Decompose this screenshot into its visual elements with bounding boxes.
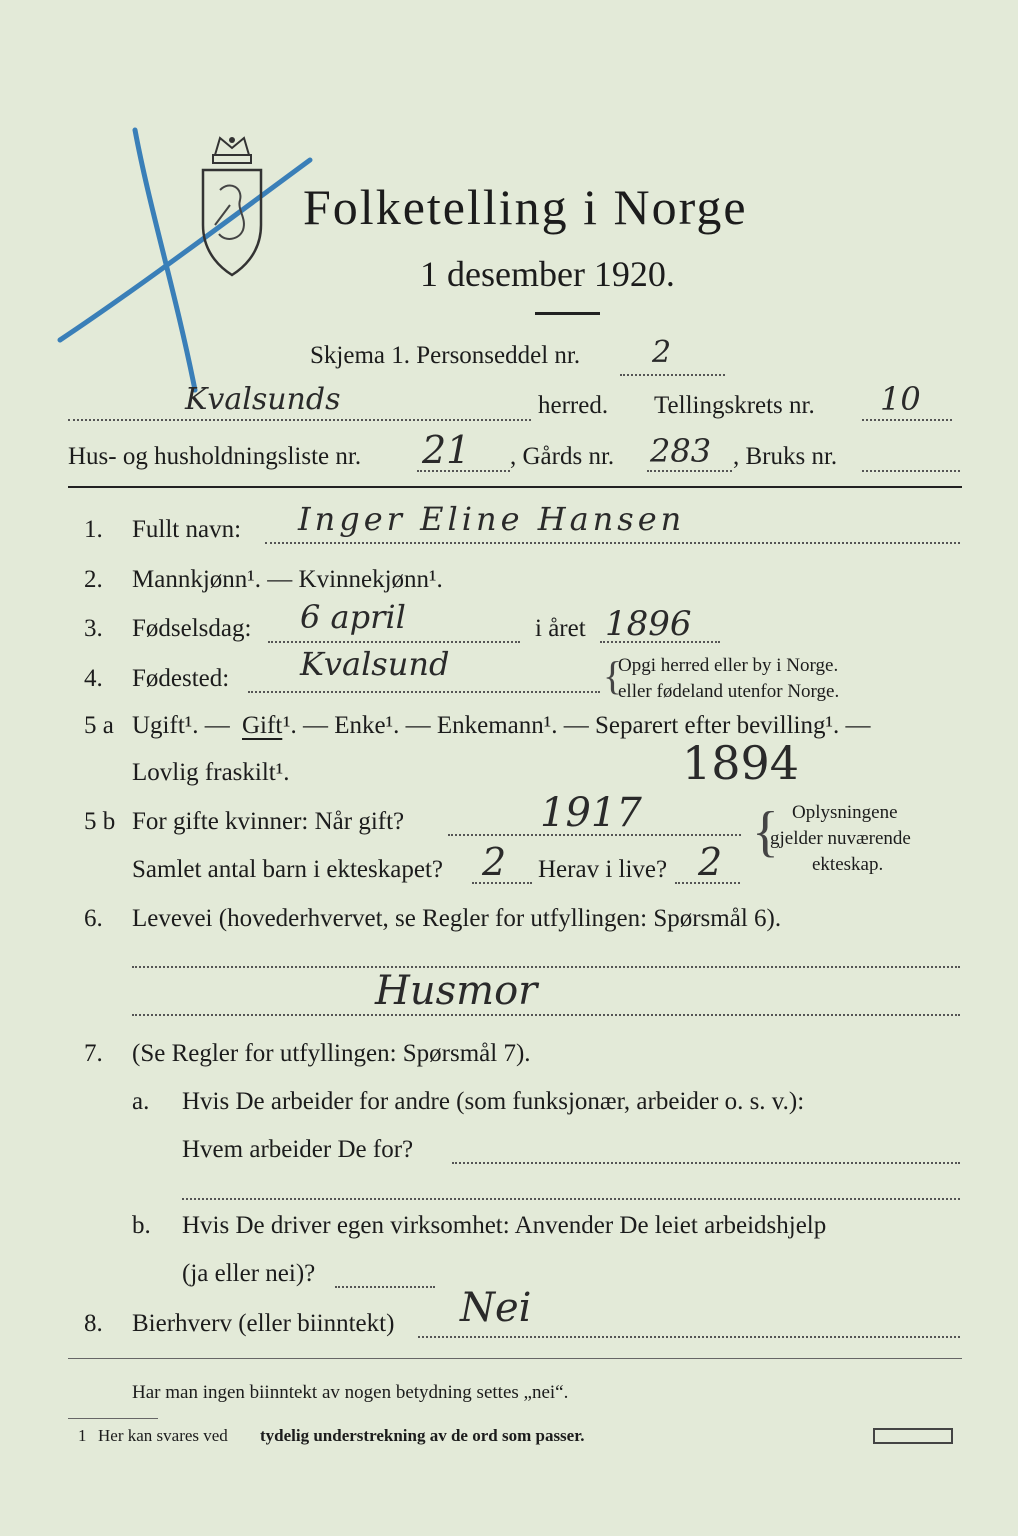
q5b-number: 5 b [84, 808, 116, 835]
herred-value: Kvalsunds [185, 382, 341, 417]
herred-label: herred. [538, 392, 609, 419]
form-title: Folketelling i Norge [303, 179, 748, 235]
q1-line [265, 542, 960, 544]
q3-number: 3. [84, 615, 103, 642]
footnote-bold-text: tydelig understrekning av de ord som passer. [260, 1426, 585, 1445]
q5b-live-value: 2 [698, 840, 723, 884]
gards-label: , Gårds nr. [510, 443, 615, 470]
q3-line [268, 641, 520, 643]
q3-year-value: 1896 [605, 604, 692, 644]
q6-line-2 [132, 1014, 960, 1016]
hus-value: 21 [422, 428, 471, 472]
footnote-text: Her kan svares ved [98, 1426, 228, 1445]
tellingskrets-label: Tellingskrets nr. [654, 392, 815, 419]
q8-label: Bierhverv (eller biinntekt) [132, 1310, 395, 1337]
q5b-barn-label: Samlet antal barn i ekteskapet? [132, 856, 443, 883]
q3-year-label: i året [535, 615, 586, 642]
coat-of-arms-icon [185, 130, 280, 280]
section-divider [68, 486, 962, 488]
q5b-label: For gifte kvinner: Når gift? [132, 808, 405, 835]
q3-value: 6 april [300, 598, 406, 636]
q7b-label: Hvis De driver egen virksomhet: Anvender De leiet arbeidshjelp [182, 1212, 827, 1239]
footer-note: Har man ingen biinntekt av nogen betydning settes „nei“. [132, 1382, 569, 1403]
herred-line [68, 419, 531, 421]
q5b-note-3: ekteskap. [812, 854, 884, 875]
q7-number: 7. [84, 1040, 103, 1067]
q7a-line-1 [452, 1162, 960, 1164]
schema-number-value: 2 [652, 335, 672, 370]
q5a-options: ¹. — Enke¹. — Enkemann¹. — Separert efter bevilling¹. — [283, 712, 871, 739]
q2-number: 2. [84, 566, 103, 593]
q1-value: Inger Eline Hansen [298, 500, 686, 538]
q6-value: Husmor [375, 968, 538, 1014]
q3-label: Fødselsdag: [132, 615, 252, 642]
q4-note-1: Opgi herred eller by i Norge. [618, 655, 839, 676]
footer-divider [68, 1358, 962, 1359]
q7b-line [335, 1286, 435, 1288]
q1-number: 1. [84, 516, 103, 543]
schema-label: Skjema 1. Personseddel nr. [310, 342, 581, 369]
q4-value: Kvalsund [300, 645, 450, 683]
q8-line [418, 1336, 960, 1338]
q5a-ugift: Ugift¹. — [132, 712, 230, 739]
q5b-note-1: Oplysningene [792, 802, 898, 823]
q8-number: 8. [84, 1310, 103, 1337]
footnote-rule [68, 1418, 158, 1419]
q5b-barn-value: 2 [482, 840, 507, 884]
q6-line-1 [132, 966, 960, 968]
q5a-value: 1894 [682, 736, 800, 790]
q7-label: (Se Regler for utfyllingen: Spørsmål 7). [132, 1040, 531, 1067]
q7b-letter: b. [132, 1212, 151, 1239]
q7a-line-2 [182, 1198, 960, 1200]
tellingskrets-line [862, 419, 952, 421]
q6-number: 6. [84, 905, 103, 932]
q6-label: Levevei (hovederhvervet, se Regler for utfyllingen: Spørsmål 6). [132, 905, 782, 932]
schema-number-line [620, 374, 725, 376]
printer-stamp [873, 1428, 953, 1444]
hus-label: Hus- og husholdningsliste nr. [68, 443, 362, 470]
q4-note-2: eller fødeland utenfor Norge. [618, 681, 840, 702]
q7a-letter: a. [132, 1088, 150, 1115]
census-date: 1 desember 1920. [420, 254, 675, 294]
q4-line [248, 691, 600, 693]
bruks-line [862, 470, 960, 472]
q7a-label: Hvis De arbeider for andre (som funksjonær, arbeider o. s. v.): [182, 1088, 805, 1115]
q5a-gift-underlined: Gift [242, 712, 283, 739]
gards-line [647, 470, 732, 472]
tellingskrets-value: 10 [880, 380, 921, 418]
footnote-number: 1 [78, 1426, 87, 1445]
q7b-label-2: (ja eller nei)? [182, 1260, 316, 1287]
bruks-label: , Bruks nr. [733, 443, 838, 470]
q5a-number: 5 a [84, 712, 114, 739]
q2-label: Mannkjønn¹. — Kvinnekjønn¹. [132, 566, 443, 593]
q8-value: Nei [460, 1285, 532, 1331]
q4-number: 4. [84, 665, 103, 692]
q1-label: Fullt navn: [132, 516, 242, 543]
q5b-brace: { [752, 801, 779, 863]
q4-label: Fødested: [132, 665, 230, 692]
gards-value: 283 [650, 432, 712, 470]
q4-brace: { [603, 653, 623, 698]
q5b-note-2: gjelder nuværende [770, 828, 911, 849]
q5b-value: 1917 [540, 790, 642, 836]
title-divider [535, 312, 600, 315]
q7a-label-2: Hvem arbeider De for? [182, 1136, 414, 1163]
q5a-fraskilt: Lovlig fraskilt¹. [132, 759, 290, 786]
q5b-live-label: Herav i live? [538, 856, 668, 883]
